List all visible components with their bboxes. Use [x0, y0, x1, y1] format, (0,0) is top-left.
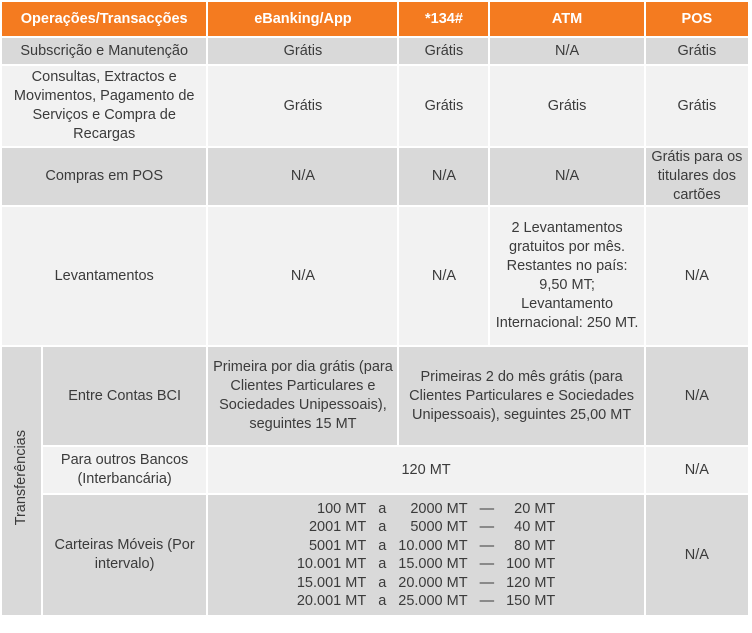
- wallet-range-row: [291, 518, 561, 537]
- wallet-range-row: [291, 592, 561, 611]
- wallet-range-row: [291, 574, 561, 593]
- cell-ussd: N/A: [399, 207, 488, 345]
- row-withdrawals: [2, 207, 748, 345]
- row-queries: [2, 66, 748, 146]
- row-pos-purchases: [2, 148, 748, 205]
- row-label: Consultas, Extractos e Movimentos, Pagamento de Serviços e Compra de Recargas: [2, 66, 206, 146]
- header-atm: ATM: [490, 2, 643, 36]
- cell-pos: N/A: [646, 347, 748, 445]
- range-dash: —: [479, 519, 495, 535]
- cell-ebanking: N/A: [208, 207, 397, 345]
- range-from: 20.001 MT: [296, 593, 367, 609]
- range-fee: 80 MT: [514, 537, 556, 554]
- cell-wallet-ranges: [208, 495, 643, 615]
- wallet-range-row: [291, 537, 561, 556]
- header-ebanking: eBanking/App: [208, 2, 397, 36]
- range-from: 100 MT: [317, 500, 367, 517]
- header-operations: Operações/Transacções: [2, 2, 206, 36]
- cell-pos: N/A: [646, 447, 748, 493]
- row-label: Carteiras Móveis (Por intervalo): [43, 495, 207, 615]
- range-sep: a: [378, 519, 387, 535]
- range-sep: a: [378, 537, 387, 554]
- range-sep: a: [378, 500, 387, 517]
- range-dash: —: [479, 500, 495, 517]
- cell-pos: Grátis: [646, 66, 748, 146]
- header-ussd: *134#: [399, 2, 488, 36]
- cell-pos: N/A: [646, 207, 748, 345]
- row-label: Entre Contas BCI: [43, 347, 207, 445]
- cell-ussd: Grátis: [399, 66, 488, 146]
- range-sep: a: [378, 593, 387, 609]
- range-fee: 100 MT: [506, 556, 556, 572]
- cell-ebanking: Grátis: [208, 66, 397, 146]
- range-to: 15.000 MT: [398, 556, 468, 572]
- range-to: 20.000 MT: [398, 574, 468, 591]
- range-from: 2001 MT: [308, 519, 367, 535]
- range-from: 10.001 MT: [296, 556, 367, 572]
- range-dash: —: [479, 556, 495, 572]
- cell-ussd: N/A: [399, 148, 488, 205]
- cell-ebanking: Grátis: [208, 38, 397, 64]
- row-label: Subscrição e Manutenção: [2, 38, 206, 64]
- row-transfer-other-banks: [2, 447, 748, 493]
- wallet-range-row: [291, 500, 561, 519]
- transfers-group-label: Transferências: [12, 430, 29, 526]
- cell-ussd: Grátis: [399, 38, 488, 64]
- row-transfer-wallets: [2, 495, 748, 615]
- transfers-group-cell: [2, 347, 41, 615]
- cell-atm: 2 Levantamentos gratuitos por mês. Restantes no país: 9,50 MT; Levantamento Internacional: 250 MT.: [490, 207, 643, 345]
- cell-ebanking: N/A: [208, 148, 397, 205]
- row-subscription: [2, 38, 748, 64]
- cell-pos: Grátis para os titulares dos cartões: [646, 148, 748, 205]
- range-from: 5001 MT: [308, 537, 367, 554]
- range-to: 5000 MT: [410, 519, 468, 535]
- cell-atm: N/A: [490, 38, 643, 64]
- range-dash: —: [479, 537, 495, 554]
- cell-interbank-value: 120 MT: [208, 447, 643, 493]
- wallet-range-row: [291, 555, 561, 574]
- range-to: 25.000 MT: [398, 593, 468, 609]
- range-dash: —: [479, 593, 495, 609]
- cell-atm: N/A: [490, 148, 643, 205]
- wallet-ranges-table: [291, 500, 561, 611]
- cell-ebanking: Primeira por dia grátis (para Clientes Particulares e Sociedades Unipessoais), seguintes 15 MT: [208, 347, 397, 445]
- range-sep: a: [378, 574, 387, 591]
- row-label: Para outros Bancos (Interbancária): [43, 447, 207, 493]
- range-sep: a: [378, 556, 387, 572]
- range-from: 15.001 MT: [296, 574, 367, 591]
- cell-ussd-atm: Primeiras 2 do mês grátis (para Clientes Particulares e Sociedades Unipessoais), seguintes 25,00 MT: [399, 347, 643, 445]
- header-row: [2, 2, 748, 36]
- row-label: Levantamentos: [2, 207, 206, 345]
- range-to: 2000 MT: [410, 500, 468, 517]
- range-to: 10.000 MT: [398, 537, 468, 554]
- cell-atm: Grátis: [490, 66, 643, 146]
- row-transfer-bci: [2, 347, 748, 445]
- cell-pos: Grátis: [646, 38, 748, 64]
- header-pos: POS: [646, 2, 748, 36]
- cell-pos: N/A: [646, 495, 748, 615]
- range-dash: —: [479, 574, 495, 591]
- range-fee: 150 MT: [506, 593, 556, 609]
- range-fee: 40 MT: [514, 519, 556, 535]
- row-label: Compras em POS: [2, 148, 206, 205]
- range-fee: 120 MT: [506, 574, 556, 591]
- range-fee: 20 MT: [514, 500, 556, 517]
